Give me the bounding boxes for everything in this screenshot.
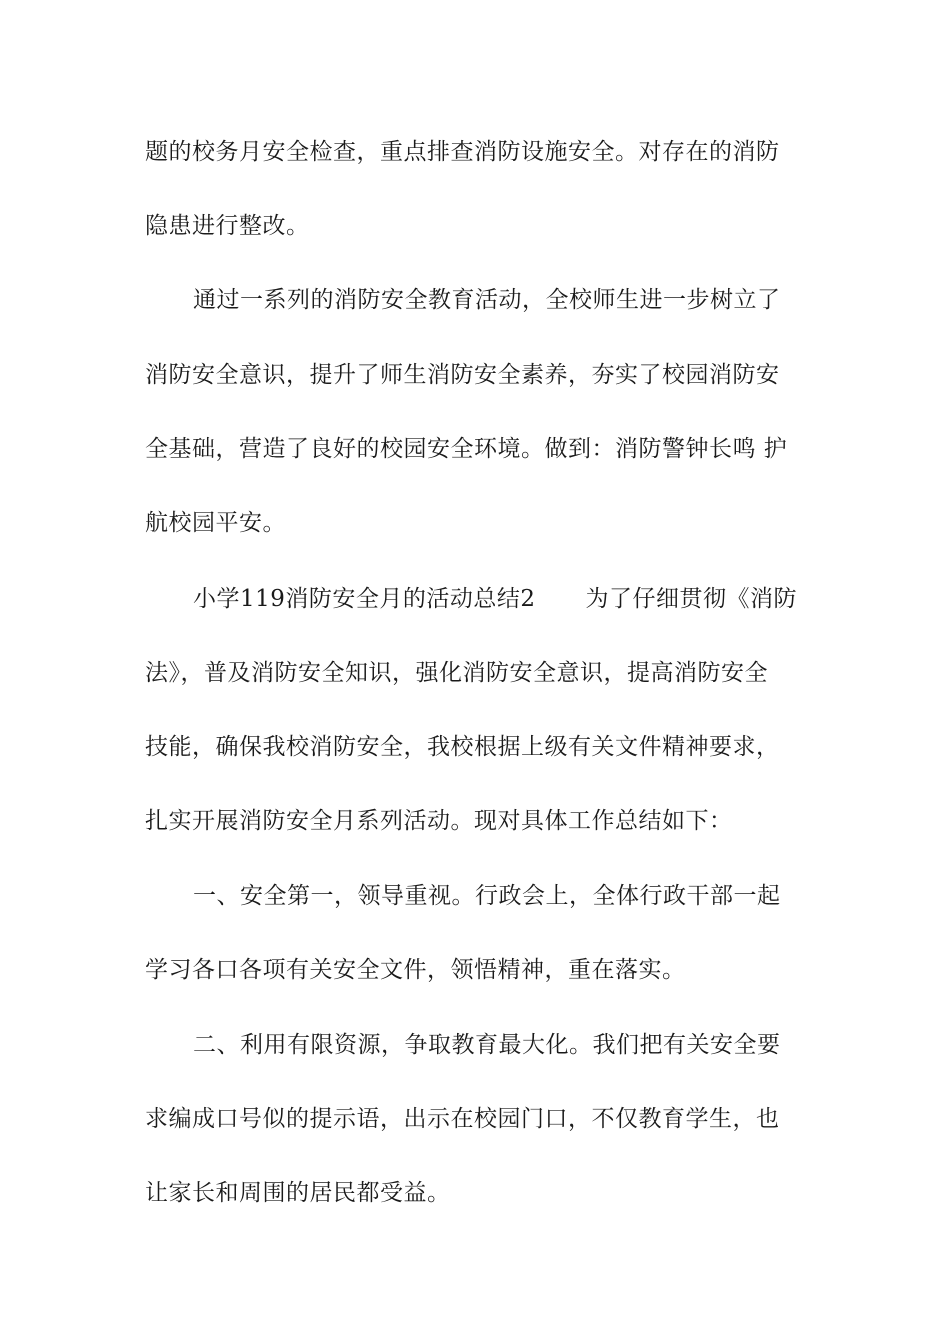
text-line: 学习各口各项有关安全文件，领悟精神，重在落实。 [145,957,686,983]
text-line: 求编成口号似的提示语，出示在校园门口，不仅教育学生，也 [145,1106,780,1132]
section-title: 小学119消防安全月的活动总结2 [193,586,536,612]
text-line: 法》，普及消防安全知识，强化消防安全意识，提高消防安全 [145,660,768,686]
text-line: 为了仔细贯彻《消防 [585,586,798,612]
text-line: 隐患进行整改。 [145,213,310,239]
text-line: 让家长和周围的居民都受益。 [145,1180,451,1206]
text-line: 技能，确保我校消防安全，我校根据上级有关文件精神要求， [145,734,780,760]
section-heading-line [193,584,853,614]
paragraph-start: 一、安全第一，领导重视。行政会上，全体行政干部一起 [193,883,781,909]
paragraph-start: 二、利用有限资源，争取教育最大化。我们把有关安全要 [193,1032,781,1058]
text-line: 航校园平安。 [145,510,286,536]
paragraph-start: 通过一系列的消防安全教育活动，全校师生进一步树立了 [193,287,781,313]
text-line: 题的校务月安全检查，重点排查消防设施安全。对存在的消防 [145,139,780,165]
text-line: 全基础，营造了良好的校园安全环境。做到：消防警钟长鸣 护 [145,436,788,462]
text-line: 消防安全意识，提升了师生消防安全素养，夯实了校园消防安 [145,362,780,388]
text-line: 扎实开展消防安全月系列活动。现对具体工作总结如下： [145,808,733,834]
